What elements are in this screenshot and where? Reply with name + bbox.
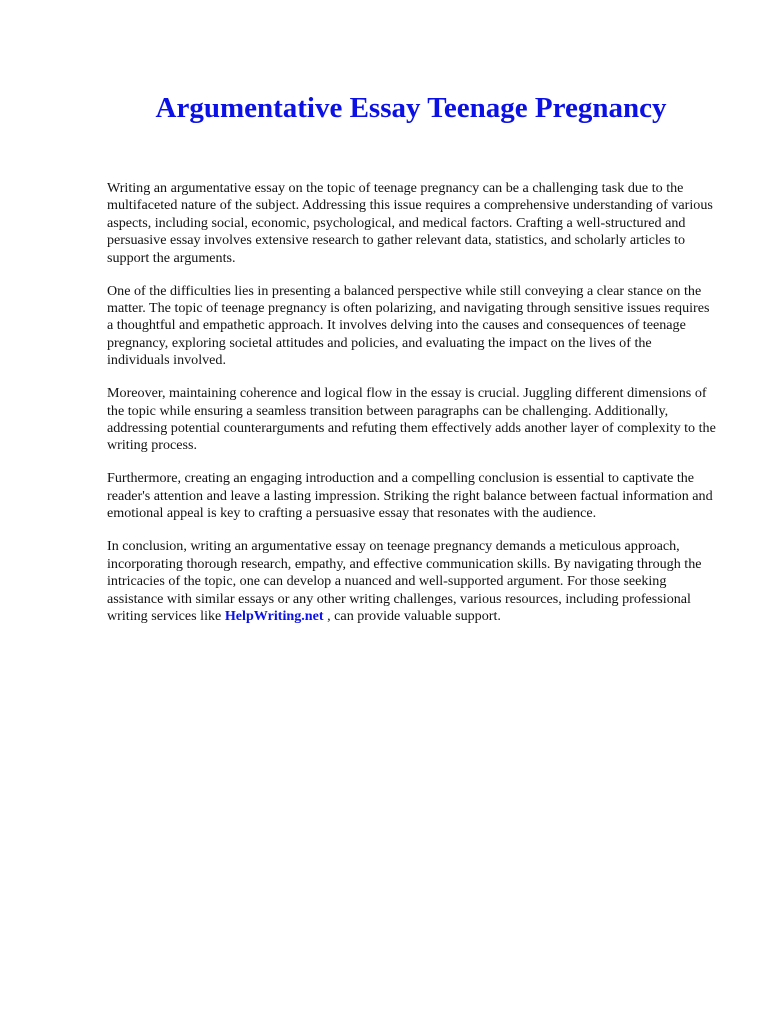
document-title: Argumentative Essay Teenage Pregnancy [155,92,667,124]
conclusion-text-end: , can provide valuable support. [323,607,501,624]
paragraph-introduction-conclusion: Furthermore, creating an engaging introduction and a compelling conclusion is essential to captivate the reader's attention and leave a lasting impression. Striking the right balance between factual information and emotional appeal is key to crafting a persuasive essay that resonates with the audience. [107,470,713,522]
conclusion-text: In conclusion, writing an argumentative essay on teenage pregnancy demands a meticulous approach, incorporating thorough research, empathy, and effective communication skills. By navigating through the intricacies of the topic, one can develop a nuanced and well-supported argument. For those seeking assistance with similar essays or any other writing challenges, various resources, including professional writing services like [107,538,702,624]
paragraph-conclusion [107,538,716,625]
helpwriting-link[interactable]: HelpWriting.net [224,607,324,624]
paragraph-intro: Writing an argumentative essay on the topic of teenage pregnancy can be a challenging task due to the multifaceted nature of the subject. Addressing this issue requires a comprehensive understanding of various aspects, including social, economic, psychological, and medical factors. Crafting a well-structured and persuasive essay involves extensive research to gather relevant data, statistics, and scholarly articles to support the arguments. [107,180,713,266]
paragraph-coherence: Moreover, maintaining coherence and logical flow in the essay is crucial. Juggling different dimensions of the topic while ensuring a seamless transition between paragraphs can be challenging. Additionally, addressing potential counterarguments and refuting them effectively adds another layer of complexity to the writing process. [107,385,716,454]
document-body [107,180,716,641]
paragraph-difficulties: One of the difficulties lies in presenting a balanced perspective while still conveying a clear stance on the matter. The topic of teenage pregnancy is often polarizing, and navigating through sensitive issues requires a thoughtful and empathetic approach. It involves delving into the causes and consequences of teenage pregnancy, exploring societal attitudes and policies, and evaluating the impact on the lives of the individuals involved. [107,282,710,369]
